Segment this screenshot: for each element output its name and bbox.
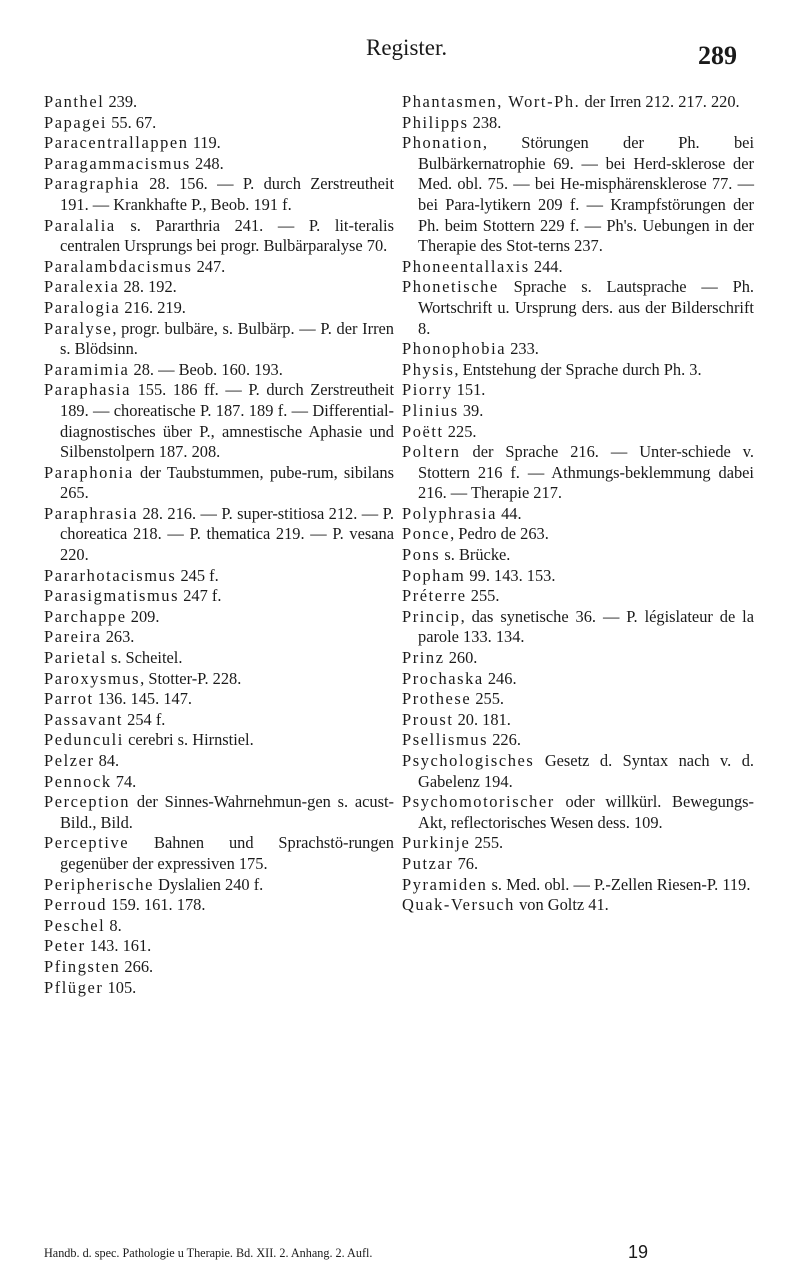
index-references: 247. <box>192 256 226 276</box>
index-term: Putzar <box>402 853 454 873</box>
index-references: s. Scheitel. <box>106 648 183 668</box>
index-references: 245 f. <box>176 565 219 585</box>
index-entry <box>44 710 394 731</box>
index-entry <box>44 257 394 278</box>
index-term: Paragraphia <box>44 174 140 194</box>
index-entry <box>44 833 394 874</box>
index-term: Psellismus <box>402 730 489 750</box>
index-references: 28. 192. <box>119 277 177 297</box>
index-entry <box>402 792 754 833</box>
index-term: Psychologisches <box>402 751 535 770</box>
index-references: 226. <box>488 730 521 750</box>
right-index-column <box>402 92 754 916</box>
index-references: 28. 216. — P. super-stitiosa 212. — P. choreatica 218. — P. thematica 219. — P. vesana 220. <box>60 503 394 565</box>
index-entry <box>44 730 394 751</box>
index-references: 99. 143. 153. <box>465 565 556 585</box>
index-entry <box>44 875 394 896</box>
index-term: Paroxysmus <box>44 668 141 688</box>
index-entry <box>402 442 754 504</box>
index-term: Phonetische <box>402 277 499 297</box>
index-term: Parchappe <box>44 606 127 626</box>
index-references: , Störungen der Ph. bei Bulbärkernatrophie 69. — bei Herd-sklerose der Med. obl. 75. — bei He-misphärensklerose 77. — bei Para-lytikern 209 f. — Krampfstörungen der Ph. beim Stottern 229 f. — Ph's. Uebungen in der Therapie des Stot-terns 237. <box>418 133 754 256</box>
index-term: Perceptive <box>44 833 130 853</box>
index-references: 238. <box>468 112 502 132</box>
index-references: 136. 145. 147. <box>93 689 192 709</box>
index-references: 247 f. <box>179 586 222 606</box>
footer <box>44 1242 764 1262</box>
index-term: Parietal <box>44 648 107 668</box>
index-entry <box>402 545 754 566</box>
index-term: Paralalia <box>44 215 116 235</box>
left-index-column <box>44 92 394 998</box>
index-entry <box>402 113 754 134</box>
index-references: 255. <box>466 586 500 606</box>
index-references: Bahnen und Sprachstö-rungen gegenüber der expressiven 175. <box>60 833 394 873</box>
index-entry <box>44 916 394 937</box>
index-entry <box>44 895 394 916</box>
index-term: Passavant <box>44 709 124 729</box>
index-references: 55. 67. <box>107 112 157 132</box>
index-references: 159. 161. 178. <box>107 895 206 915</box>
index-entry <box>44 504 394 566</box>
index-term: Peschel <box>44 915 106 935</box>
index-references: 28. — Beob. 160. 193. <box>129 359 283 379</box>
index-references: 155. 186 ff. — P. durch Zerstreutheit 189. — choreatische P. 187. 189 f. — Differential-diagnostisches über P., amnestische Aphasie und Silbenstolpern 187. 208. <box>60 380 394 462</box>
index-entry <box>44 772 394 793</box>
index-entry <box>402 833 754 854</box>
index-entry <box>402 504 754 525</box>
index-entry <box>402 422 754 443</box>
index-references: 244. <box>529 256 563 276</box>
index-references: 8. <box>105 915 122 935</box>
index-entry <box>44 463 394 504</box>
footer-citation: Handb. d. spec. Pathologie u Therapie. Bd. XII. 2. Anhang. 2. Aufl. <box>44 1246 373 1260</box>
index-entry <box>44 586 394 607</box>
index-term: Purkinje <box>402 833 471 853</box>
index-term: Pyramiden <box>402 874 488 894</box>
index-term: Phonation <box>402 133 483 153</box>
index-entry <box>402 710 754 731</box>
index-entry <box>44 92 394 113</box>
index-entry <box>44 216 394 257</box>
index-entry <box>44 133 394 154</box>
index-entry <box>44 689 394 710</box>
index-references: , progr. bulbäre, s. Bulbärp. — P. der Irren s. Blödsinn. <box>60 318 394 359</box>
index-term: Pfingsten <box>44 956 121 976</box>
index-term: Paracentrallappen <box>44 133 189 153</box>
index-term: Phoneentallaxis <box>402 256 530 276</box>
index-entry <box>402 277 754 339</box>
index-term: Peter <box>44 936 86 956</box>
index-references: 216. 219. <box>120 297 186 317</box>
index-references: s. Pararthria 241. — P. lit-teralis centralen Ursprungs bei progr. Bulbärparalyse 70. <box>60 215 394 256</box>
index-entry <box>44 154 394 175</box>
index-references: 119. <box>188 133 221 153</box>
index-references: 225. <box>443 421 477 441</box>
index-term: Préterre <box>402 586 467 606</box>
index-entry <box>402 401 754 422</box>
index-entry <box>402 566 754 587</box>
index-references: 255. <box>471 689 505 709</box>
index-entry <box>44 360 394 381</box>
index-entry <box>44 174 394 215</box>
index-term: Pareira <box>44 627 102 647</box>
index-references: oder willkürl. Bewegungs-Akt, reflectorisches Wesen dess. 109. <box>418 792 754 832</box>
index-references: der Irren 212. 217. 220. <box>580 92 740 111</box>
index-references: 105. <box>103 977 137 997</box>
index-references: von Goltz 41. <box>514 895 609 915</box>
index-references: 248. <box>190 153 224 173</box>
index-entry <box>402 524 754 545</box>
index-references: 255. <box>470 833 504 853</box>
running-header-title: Register. <box>366 35 448 60</box>
index-references: Sprache s. Lautsprache — Ph. Wortschrift u. Ursprung ders. aus der Bilderschrift 8. <box>418 277 754 338</box>
index-term: Pennock <box>44 771 112 791</box>
index-references: der Sprache 216. — Unter-schiede v. Stottern 216 f. — Athmungs-beklemmung dabei 216. — Therapie 217. <box>418 442 754 503</box>
index-references: 209. <box>126 606 160 626</box>
index-term: Pelzer <box>44 751 95 770</box>
index-references: s. Med. obl. — P.-Zellen Riesen-P. 119. <box>487 874 751 894</box>
index-references: , Entstehung der Sprache durch Ph. 3. <box>454 359 702 379</box>
index-term: Pararhotacismus <box>44 565 177 585</box>
index-entry <box>44 566 394 587</box>
index-entry <box>44 113 394 134</box>
sheet-signature: 19 <box>628 1242 649 1262</box>
index-term: Perroud <box>44 895 108 915</box>
index-entry <box>402 730 754 751</box>
index-term: Parrot <box>44 689 94 709</box>
index-term: Princip <box>402 606 461 626</box>
index-entry <box>402 360 754 381</box>
index-term: Paralyse <box>44 318 113 338</box>
index-term: Plinius <box>402 400 459 420</box>
index-references: 239. <box>104 92 138 111</box>
index-entry <box>44 751 394 772</box>
index-term: Pedunculi <box>44 730 124 750</box>
index-term: Pons <box>402 545 441 565</box>
index-term: Paragammacismus <box>44 153 191 173</box>
index-term: Prochaska <box>402 668 484 688</box>
index-references: s. Brücke. <box>440 545 511 565</box>
index-term: Polyphrasia <box>402 503 497 523</box>
index-references: 233. <box>506 339 539 359</box>
index-entry <box>402 648 754 669</box>
index-entry <box>44 792 394 833</box>
index-term: Phantasmen, Wort-Ph. <box>402 92 581 111</box>
index-references: 74. <box>111 771 137 791</box>
index-references: 84. <box>94 751 120 770</box>
index-entry <box>44 298 394 319</box>
index-term: Phonophobia <box>402 339 507 359</box>
index-references: 254 f. <box>123 709 166 729</box>
page-number: 289 <box>698 41 737 70</box>
index-term: Paraphrasia <box>44 503 139 523</box>
index-term: Prinz <box>402 648 445 668</box>
index-references: 246. <box>483 668 517 688</box>
index-entry <box>44 936 394 957</box>
index-entry <box>402 895 754 916</box>
index-term: Paraphasia <box>44 380 131 400</box>
index-entry <box>402 607 754 648</box>
index-entry <box>402 751 754 792</box>
index-term: Paraphonia <box>44 462 134 482</box>
index-references: Dyslalien 240 f. <box>154 874 264 894</box>
index-term: Peripherische <box>44 874 155 894</box>
index-entry <box>402 133 754 257</box>
index-references: , Stotter-P. 228. <box>140 668 242 688</box>
index-term: Poëtt <box>402 421 444 441</box>
index-entry <box>44 957 394 978</box>
index-references: der Taubstummen, pube-rum, sibilans 265. <box>60 462 394 503</box>
index-entry <box>402 669 754 690</box>
index-entry <box>44 380 394 462</box>
index-entry <box>44 319 394 360</box>
index-entry <box>402 380 754 401</box>
index-references: 44. <box>497 503 522 523</box>
index-term: Proust <box>402 709 454 729</box>
index-references: Gesetz d. Syntax nach v. d. Gabelenz 194. <box>418 751 754 791</box>
index-term: Parasigmatismus <box>44 586 180 606</box>
index-term: Perception <box>44 792 131 812</box>
index-term: Philipps <box>402 112 469 132</box>
index-references: der Sinnes-Wahrnehmun-gen s. acust-Bild., Bild. <box>60 792 394 832</box>
index-entry <box>44 607 394 628</box>
index-references: 266. <box>120 956 154 976</box>
index-references: , Pedro de 263. <box>450 524 549 544</box>
index-entry <box>44 277 394 298</box>
index-entry <box>402 854 754 875</box>
index-references: , das synetische 36. — P. législateur de la parole 133. 134. <box>418 606 754 647</box>
index-term: Paralogia <box>44 297 121 317</box>
index-references: 260. <box>444 648 478 668</box>
index-references: 263. <box>101 627 135 647</box>
index-term: Ponce <box>402 524 451 544</box>
index-entry <box>402 689 754 710</box>
index-entry <box>44 669 394 690</box>
index-term: Papagei <box>44 112 108 132</box>
index-term: Psychomotorischer <box>402 792 555 812</box>
index-entry <box>402 92 754 113</box>
index-references: 39. <box>458 400 484 420</box>
index-term: Piorry <box>402 380 453 400</box>
index-references: 151. <box>452 380 486 400</box>
index-entry <box>402 257 754 278</box>
index-term: Paralexia <box>44 277 120 297</box>
index-entry <box>402 339 754 360</box>
index-entry <box>402 875 754 896</box>
index-term: Physis <box>402 359 455 379</box>
index-references: 28. 156. — P. durch Zerstreutheit 191. — Krankhafte P., Beob. 191 f. <box>60 174 394 214</box>
index-entry <box>44 627 394 648</box>
index-term: Poltern <box>402 442 461 462</box>
index-term: Panthel <box>44 92 105 111</box>
index-term: Popham <box>402 565 466 585</box>
index-references: 143. 161. <box>85 936 152 956</box>
index-term: Pflüger <box>44 977 104 997</box>
index-entry <box>402 586 754 607</box>
index-references: 76. <box>453 853 479 873</box>
index-term: Prothese <box>402 689 472 709</box>
index-entry <box>44 648 394 669</box>
index-term: Paralambdacismus <box>44 256 193 276</box>
index-term: Quak-Versuch <box>402 895 515 915</box>
index-term: Paramimia <box>44 359 130 379</box>
index-references: 20. 181. <box>453 709 511 729</box>
index-entry <box>44 978 394 999</box>
index-references: cerebri s. Hirnstiel. <box>123 730 254 750</box>
